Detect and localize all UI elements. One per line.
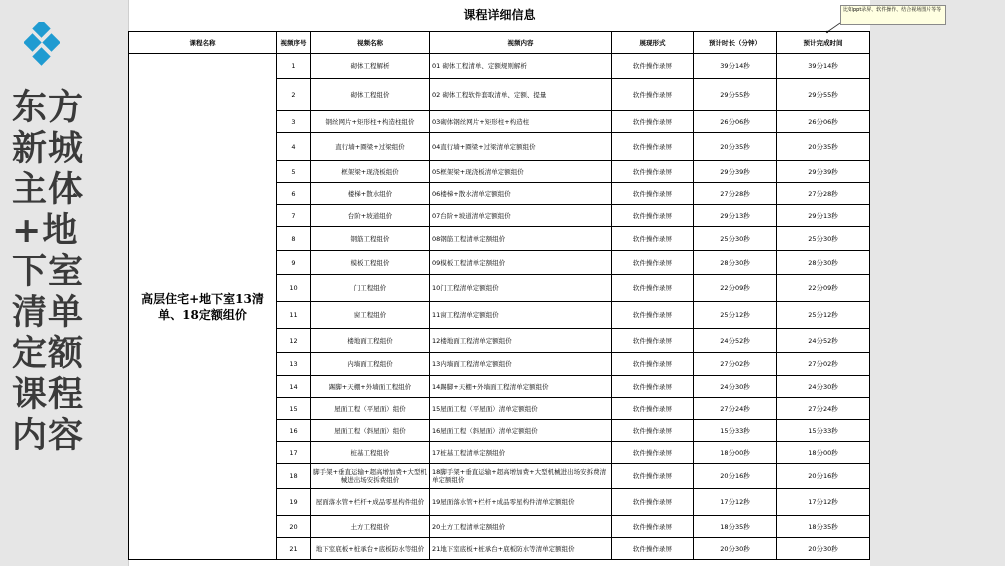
header-duration: 预计时长（分钟） [694, 32, 777, 54]
done-time-cell: 27分28秒 [777, 183, 870, 205]
video-name-cell: 桩基工程组价 [311, 442, 430, 464]
duration-cell: 28分30秒 [694, 251, 777, 275]
duration-cell: 20分35秒 [694, 133, 777, 161]
duration-cell: 22分09秒 [694, 275, 777, 302]
video-name-cell: 地下室底板+桩承台+底板防水等组价 [311, 538, 430, 560]
form-cell: 软件操作录屏 [612, 302, 694, 329]
video-no-cell: 7 [277, 205, 311, 227]
video-name-cell: 土方工程组价 [311, 516, 430, 538]
header-video-content: 视频内容 [430, 32, 612, 54]
form-cell: 软件操作录屏 [612, 464, 694, 489]
form-cell: 软件操作录屏 [612, 161, 694, 183]
form-cell: 软件操作录屏 [612, 420, 694, 442]
duration-cell: 26分06秒 [694, 111, 777, 133]
video-name-cell: 直行墙+圈梁+过梁组价 [311, 133, 430, 161]
duration-cell: 29分55秒 [694, 79, 777, 111]
video-content-cell: 07台阶+坡道清单定额组价 [430, 205, 612, 227]
form-cell: 软件操作录屏 [612, 54, 694, 79]
video-no-cell: 8 [277, 227, 311, 251]
video-content-cell: 10门工程清单定额组价 [430, 275, 612, 302]
video-content-cell: 12楼地面工程清单定额组价 [430, 329, 612, 353]
video-no-cell: 2 [277, 79, 311, 111]
form-cell: 软件操作录屏 [612, 376, 694, 398]
video-no-cell: 10 [277, 275, 311, 302]
form-cell: 软件操作录屏 [612, 79, 694, 111]
form-cell: 软件操作录屏 [612, 183, 694, 205]
video-content-cell: 20土方工程清单定额组价 [430, 516, 612, 538]
form-cell: 软件操作录屏 [612, 489, 694, 516]
video-name-cell: 屋面落水管+栏杆+成品零星构件组价 [311, 489, 430, 516]
form-cell: 软件操作录屏 [612, 133, 694, 161]
form-cell: 软件操作录屏 [612, 227, 694, 251]
done-time-cell: 25分30秒 [777, 227, 870, 251]
comment-note: 比如ppt录屏、软件操作、结合视场图片等等 [840, 5, 946, 25]
done-time-cell: 29分39秒 [777, 161, 870, 183]
video-name-cell: 框架梁+现浇板组价 [311, 161, 430, 183]
vertical-title: 东方新城主体+地下室清单定额课程内容 [12, 88, 85, 456]
duration-cell: 27分28秒 [694, 183, 777, 205]
form-cell: 软件操作录屏 [612, 329, 694, 353]
course-name-cell: 高层住宅+地下室13清单、18定额组价 [129, 54, 277, 560]
video-no-cell: 18 [277, 464, 311, 489]
done-time-cell: 20分16秒 [777, 464, 870, 489]
form-cell: 软件操作录屏 [612, 398, 694, 420]
video-name-cell: 台阶+坡道组价 [311, 205, 430, 227]
done-time-cell: 25分12秒 [777, 302, 870, 329]
done-time-cell: 20分30秒 [777, 538, 870, 560]
duration-cell: 18分00秒 [694, 442, 777, 464]
video-content-cell: 17桩基工程清单定额组价 [430, 442, 612, 464]
video-no-cell: 4 [277, 133, 311, 161]
video-no-cell: 5 [277, 161, 311, 183]
video-name-cell: 门工程组价 [311, 275, 430, 302]
form-cell: 软件操作录屏 [612, 442, 694, 464]
duration-cell: 24分30秒 [694, 376, 777, 398]
duration-cell: 39分14秒 [694, 54, 777, 79]
done-time-cell: 24分30秒 [777, 376, 870, 398]
video-name-cell: 砌体工程组价 [311, 79, 430, 111]
duration-cell: 15分33秒 [694, 420, 777, 442]
video-name-cell: 钢丝网片+矩形柱+构造柱组价 [311, 111, 430, 133]
duration-cell: 27分02秒 [694, 353, 777, 376]
course-table [128, 31, 870, 560]
done-time-cell: 39分14秒 [777, 54, 870, 79]
done-time-cell: 27分24秒 [777, 398, 870, 420]
video-no-cell: 20 [277, 516, 311, 538]
done-time-cell: 20分35秒 [777, 133, 870, 161]
video-content-cell: 02 砌体工程软件套取清单、定额、提量 [430, 79, 612, 111]
video-no-cell: 11 [277, 302, 311, 329]
video-name-cell: 屋面工程（平屋面）组价 [311, 398, 430, 420]
video-content-cell: 04直行墙+圈梁+过梁清单定额组价 [430, 133, 612, 161]
done-time-cell: 29分13秒 [777, 205, 870, 227]
done-time-cell: 29分55秒 [777, 79, 870, 111]
done-time-cell: 22分09秒 [777, 275, 870, 302]
video-content-cell: 11窗工程清单定额组价 [430, 302, 612, 329]
video-content-cell: 09模板工程清单定额组价 [430, 251, 612, 275]
form-cell: 软件操作录屏 [612, 251, 694, 275]
duration-cell: 20分16秒 [694, 464, 777, 489]
video-name-cell: 砌体工程解析 [311, 54, 430, 79]
video-no-cell: 14 [277, 376, 311, 398]
video-no-cell: 9 [277, 251, 311, 275]
video-name-cell: 钢筋工程组价 [311, 227, 430, 251]
done-time-cell: 18分35秒 [777, 516, 870, 538]
video-name-cell: 屋面工程（斜屋面）组价 [311, 420, 430, 442]
video-content-cell: 21地下室底板+桩承台+底板防水等清单定额组价 [430, 538, 612, 560]
video-no-cell: 6 [277, 183, 311, 205]
video-name-cell: 窗工程组价 [311, 302, 430, 329]
done-time-cell: 24分52秒 [777, 329, 870, 353]
video-name-cell: 脚手架+垂直运输+超高增加费+大型机械进出场安拆费组价 [311, 464, 430, 489]
duration-cell: 20分30秒 [694, 538, 777, 560]
video-no-cell: 21 [277, 538, 311, 560]
video-name-cell: 内墙面工程组价 [311, 353, 430, 376]
duration-cell: 24分52秒 [694, 329, 777, 353]
duration-cell: 18分35秒 [694, 516, 777, 538]
done-time-cell: 28分30秒 [777, 251, 870, 275]
form-cell: 软件操作录屏 [612, 353, 694, 376]
video-no-cell: 12 [277, 329, 311, 353]
form-cell: 软件操作录屏 [612, 516, 694, 538]
done-time-cell: 15分33秒 [777, 420, 870, 442]
video-content-cell: 16屋面工程（斜屋面）清单定额组价 [430, 420, 612, 442]
header-row [129, 32, 870, 54]
video-no-cell: 3 [277, 111, 311, 133]
video-no-cell: 13 [277, 353, 311, 376]
video-no-cell: 19 [277, 489, 311, 516]
video-no-cell: 16 [277, 420, 311, 442]
header-form: 展现形式 [612, 32, 694, 54]
video-no-cell: 1 [277, 54, 311, 79]
table-row [129, 54, 870, 79]
header-course-name: 课程名称 [129, 32, 277, 54]
duration-cell: 29分13秒 [694, 205, 777, 227]
done-time-cell: 18分00秒 [777, 442, 870, 464]
form-cell: 软件操作录屏 [612, 275, 694, 302]
video-content-cell: 05框架梁+现浇板清单定额组价 [430, 161, 612, 183]
duration-cell: 17分12秒 [694, 489, 777, 516]
header-video-name: 视频名称 [311, 32, 430, 54]
video-content-cell: 03砌体钢丝网片+矩形柱+构造柱 [430, 111, 612, 133]
video-no-cell: 15 [277, 398, 311, 420]
video-content-cell: 18脚手架+垂直运输+超高增加费+大型机械进出场安拆费清单定额组价 [430, 464, 612, 489]
video-name-cell: 踢脚+天棚+外墙面工程组价 [311, 376, 430, 398]
video-content-cell: 15屋面工程（平屋面）清单定额组价 [430, 398, 612, 420]
video-content-cell: 06楼梯+散水清单定额组价 [430, 183, 612, 205]
duration-cell: 27分24秒 [694, 398, 777, 420]
video-content-cell: 08钢筋工程清单定额组价 [430, 227, 612, 251]
video-content-cell: 01 砌体工程清单、定额规则解析 [430, 54, 612, 79]
video-content-cell: 19屋面落水管+栏杆+成品零星构件清单定额组价 [430, 489, 612, 516]
done-time-cell: 17分12秒 [777, 489, 870, 516]
done-time-cell: 26分06秒 [777, 111, 870, 133]
duration-cell: 25分12秒 [694, 302, 777, 329]
video-no-cell: 17 [277, 442, 311, 464]
video-content-cell: 13内墙面工程清单定额组价 [430, 353, 612, 376]
video-name-cell: 模板工程组价 [311, 251, 430, 275]
header-done-time: 预计完成时间 [777, 32, 870, 54]
header-video-no: 视频序号 [277, 32, 311, 54]
form-cell: 软件操作录屏 [612, 111, 694, 133]
form-cell: 软件操作录屏 [612, 205, 694, 227]
form-cell: 软件操作录屏 [612, 538, 694, 560]
brand-logo [24, 22, 60, 72]
duration-cell: 29分39秒 [694, 161, 777, 183]
video-name-cell: 楼梯+散水组价 [311, 183, 430, 205]
video-content-cell: 14踢脚+天棚+外墙面工程清单定额组价 [430, 376, 612, 398]
duration-cell: 25分30秒 [694, 227, 777, 251]
done-time-cell: 27分02秒 [777, 353, 870, 376]
sheet-title: 课程详细信息 [463, 8, 536, 22]
video-name-cell: 楼地面工程组价 [311, 329, 430, 353]
